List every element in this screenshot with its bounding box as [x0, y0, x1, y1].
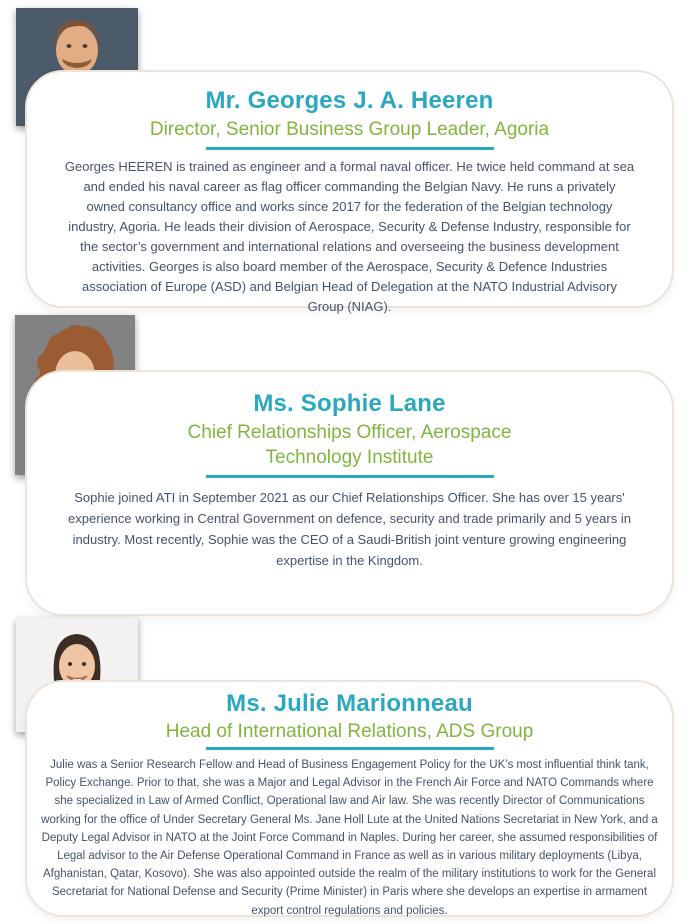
speaker-title: Chief Relationships Officer, Aerospace Technology Institute: [187, 422, 512, 468]
title-underline: [206, 747, 494, 750]
speaker-title: Head of International Relations, ADS Group: [165, 721, 534, 742]
speaker-name: Ms. Sophie Lane: [253, 390, 446, 417]
speaker-card-sophie: [25, 370, 674, 616]
speaker-bio: Julie was a Senior Research Fellow and Head of Business Engagement Policy for the UK’s most influential think tank, Policy Exchange. Prior to that, she was a Major and Legal Advisor in the French Air Force and NATO Commands where she specialized in Law of Armed Conflict, Operational law and Air law. She was recently Director of Communications working for the office of Under Secretary General Ms. Jane Holl Lute at the United Nations Secretariat in New York, and a Deputy Legal Advisor in NATO at the Joint Force Command in Naples. During her career, she assumed responsibilities of Legal advisor to the Air Defense Operational Command in France as well as in various military deployments (Libya, Afghanistan, Qatar, Kosovo). She was also appointed outside the realm of the military institutions to work for the General Secretariat for National Defense and Security (Prime Minister) in Paris where she develops an expertise in armament export control regulations and policies.: [41, 759, 658, 917]
speaker-bio: Sophie joined ATI in September 2021 as our Chief Relationships Officer. She has over 15 years' experience working in Central Government on defence, security and trade primarily and 5 years in industry. Most recently, Sophie was the CEO of a Saudi-British joint venture growing engineering expertise in the Kingdom.: [68, 490, 631, 568]
speaker-name: Ms. Julie Marionneau: [226, 690, 473, 717]
speaker-card-georges: [25, 70, 674, 314]
speaker-bio: Georges HEEREN is trained as engineer and a formal naval officer. He twice held command at sea and ended his naval career as flag officer commanding the Belgian Navy. He runs a privately owned consultancy office and works since 2017 for the federation of the Belgian technology industry, Agoria. He leads their division of Aerospace, Security & Defense Industry, responsible for the sector’s government and international relations and overseeing the business development activities. Georges is also board member of the Aerospace, Security & Defence Industries association of Europe (ASD) and Belgian Head of Delegation at the NATO Industrial Advisory Group (NIAG).: [64, 159, 635, 314]
title-underline: [206, 147, 494, 150]
speaker-card-julie: [25, 680, 674, 917]
speaker-name: Mr. Georges J. A. Heeren: [205, 87, 494, 114]
speaker-title: Director, Senior Business Group Leader, Agoria: [149, 119, 550, 140]
title-underline: [206, 475, 494, 478]
